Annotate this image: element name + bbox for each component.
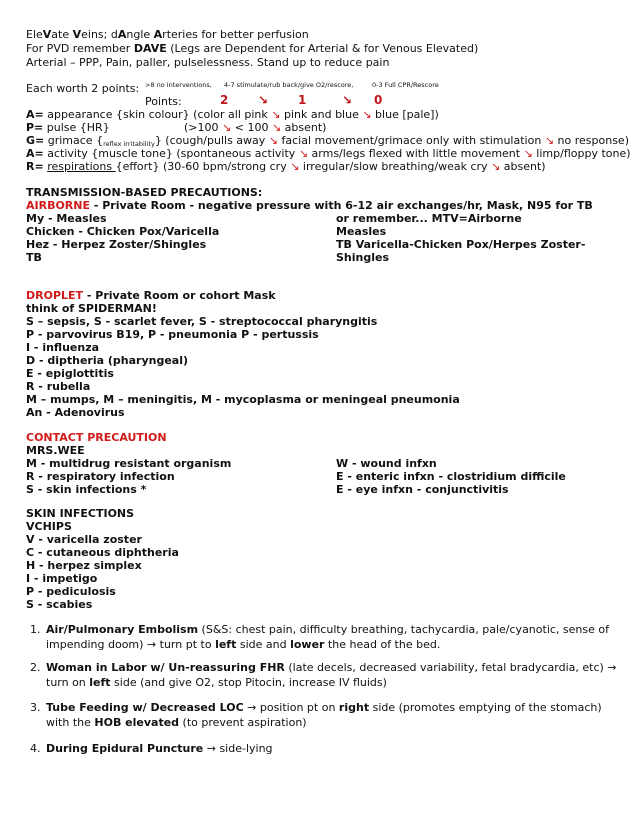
text-run: {effort} (30-60 bpm/strong cry: [115, 160, 291, 173]
droplet-item: An - Adenovirus: [26, 406, 125, 419]
airborne-left-4: TB: [26, 251, 42, 264]
arrow-icon: ↘: [290, 160, 300, 173]
apgar-pulse: [26, 121, 110, 134]
list-number: 1.: [30, 623, 41, 636]
text-run: V: [42, 28, 52, 41]
text-run: arms/legs flexed with little movement: [308, 147, 524, 160]
text-run: pink and blue: [280, 108, 363, 121]
airborne-left-1: My - Measles: [26, 212, 107, 225]
skin-item: VCHIPS: [26, 520, 72, 533]
skin-title: SKIN INFECTIONS: [26, 507, 135, 520]
contact-left-item: S - skin infections *: [26, 483, 147, 496]
position-text: [46, 741, 626, 756]
text-run: side and: [236, 638, 291, 651]
arrow-icon: ↘: [342, 93, 353, 107]
skin-item: H - herpez simplex: [26, 559, 142, 572]
text-run: ate: [51, 28, 73, 41]
apgar-activity: [26, 147, 631, 160]
text-run: no response): [554, 134, 629, 147]
text-run: (to prevent aspiration): [179, 716, 307, 729]
contact-left-item: M - multidrug resistant organism: [26, 457, 232, 470]
text-run: eins; d: [81, 28, 118, 41]
text-run: blue [pale]): [371, 108, 439, 121]
text-run: For PVD remember: [26, 42, 134, 55]
position-text: [46, 660, 626, 690]
text-run: ngle: [126, 28, 154, 41]
note-over-8: >8 no interventions,: [145, 81, 212, 89]
text-run: absent): [500, 160, 546, 173]
text-run: (>100: [184, 121, 223, 134]
note-4-7: 4-7 stimulate/rub back/give O2/rescore,: [224, 81, 354, 89]
arrow-icon: ↘: [271, 121, 282, 134]
text-run: V: [72, 28, 82, 41]
text-run: irregular/slow breathing/weak cry: [299, 160, 492, 173]
skin-item: S - scabies: [26, 598, 93, 611]
position-text: [46, 700, 626, 730]
text-run: A: [117, 28, 127, 41]
droplet-item: E - epiglottitis: [26, 367, 114, 380]
text-run: A=: [26, 108, 44, 121]
text-run: DAVE: [133, 42, 167, 55]
arrow-icon: ↘: [268, 134, 279, 147]
arrow-icon: ↘: [362, 108, 372, 121]
points-0: 0: [374, 93, 383, 107]
droplet-item: P - parvovirus B19, P - pneumonia P - pertussis: [26, 328, 319, 341]
text-run: < 100: [231, 121, 272, 134]
airborne-right-2: Measles: [336, 225, 387, 238]
points-label: Points:: [145, 95, 182, 108]
text-run: } (cough/pulls away: [154, 134, 269, 147]
skin-item: V - varicella zoster: [26, 533, 142, 546]
text-run: HOB elevated: [94, 716, 180, 729]
airborne-left-3: Hez - Herpez Zoster/Shingles: [26, 238, 207, 251]
text-run: AIRBORNE: [26, 199, 91, 212]
contact-title: CONTACT PRECAUTION: [26, 431, 167, 444]
text-run: → side-lying: [203, 742, 273, 755]
text-run: facial movement/grimace only with stimulation: [278, 134, 545, 147]
text-run: G=: [26, 134, 45, 147]
arrow-icon: ↘: [222, 121, 232, 134]
arrow-icon: ↘: [491, 160, 501, 173]
droplet-item: M – mumps, M – meningitis, M - mycoplasma or meningeal pneumonia: [26, 393, 460, 406]
droplet-item: I - influenza: [26, 341, 100, 354]
contact-right-item: E - eye infxn - conjunctivitis: [336, 483, 509, 496]
text-run: absent): [281, 121, 327, 134]
position-text: [46, 622, 626, 652]
text-run: P=: [26, 121, 44, 134]
skin-item: C - cutaneous diphtheria: [26, 546, 179, 559]
text-run: activity {muscle tone} (spontaneous activity: [43, 147, 299, 160]
droplet-item: D - diptheria (pharyngeal): [26, 354, 189, 367]
text-run: grimace {: [44, 134, 104, 147]
text-run: A: [153, 28, 163, 41]
text-run: Woman in Labor w/ Un-reassuring FHR: [46, 661, 285, 674]
elevate-veins-line: [26, 28, 309, 41]
list-number: 2.: [30, 661, 41, 674]
text-run: A=: [26, 147, 44, 160]
apgar-respirations: [26, 160, 546, 173]
text-run: Tube Feeding w/ Decreased LOC: [46, 701, 244, 714]
apgar-pulse-values: [184, 121, 326, 134]
text-run: (late decels, decreased variability, fetal bradycardia, etc) → turn on: [46, 661, 617, 689]
droplet-item: S – sepsis, S - scarlet fever, S - streptococcal pharyngitis: [26, 315, 378, 328]
text-run: respirations: [47, 160, 116, 173]
text-run: → position pt on: [243, 701, 339, 714]
text-run: - Private Room or cohort Mask: [83, 289, 276, 302]
pvd-dave-line: [26, 42, 478, 55]
airborne-line: [26, 199, 593, 212]
text-run: left: [215, 638, 237, 651]
droplet-item: think of SPIDERMAN!: [26, 302, 157, 315]
text-run: side (and give O2, stop Pitocin, increase IV fluids): [110, 676, 387, 689]
text-run: Ele: [26, 28, 43, 41]
text-run: rteries for better perfusion: [162, 28, 309, 41]
arrow-icon: ↘: [298, 147, 309, 160]
text-run: DROPLET: [26, 289, 84, 302]
text-run: (S&S: chest pain, difficulty breathing, tachycardia, pale/cyanotic, sense of impending doom) → turn pt to: [46, 623, 609, 651]
points-1: 1: [298, 93, 307, 107]
arrow-icon: ↘: [271, 108, 281, 121]
list-number: 3.: [30, 701, 41, 714]
airborne-right-1: or remember... MTV=Airborne: [336, 212, 522, 225]
apgar-appearance: [26, 108, 439, 121]
text-run: lower: [290, 638, 325, 651]
contact-mnemonic: MRS.WEE: [26, 444, 85, 457]
arterial-ppp-line: Arterial – PPP, Pain, paller, pulselessness. Stand up to reduce pain: [26, 56, 390, 69]
contact-right-item: E - enteric infxn - clostridium difficile: [336, 470, 566, 483]
text-run: Air/Pulmonary Embolism: [46, 623, 199, 636]
airborne-left-2: Chicken - Chicken Pox/Varicella: [26, 225, 220, 238]
skin-item: I - impetigo: [26, 572, 98, 585]
each-worth-line: [26, 82, 139, 95]
text-run: left: [89, 676, 111, 689]
text-run: - Private Room - negative pressure with 6-12 air exchanges/hr, Mask, N95 for TB: [90, 199, 593, 212]
airborne-right-4: Shingles: [336, 251, 390, 264]
contact-left-item: R - respiratory infection: [26, 470, 175, 483]
note-0-3: 0-3 Full CPR/Rescore: [372, 81, 439, 89]
text-run: pulse {HR}: [43, 121, 110, 134]
text-run: R=: [26, 160, 44, 173]
list-number: 4.: [30, 742, 41, 755]
droplet-item: R - rubella: [26, 380, 91, 393]
text-run: side (promotes emptying of the stomach) with the: [46, 701, 602, 729]
text-run: the head of the bed.: [324, 638, 441, 651]
text-run: (Legs are Dependent for Arterial & for Venous Elevated): [166, 42, 479, 55]
text-run: reflex irritability: [103, 140, 155, 148]
skin-item: P - pediculosis: [26, 585, 116, 598]
text-run: limp/floppy tone): [532, 147, 631, 160]
arrow-icon: ↘: [258, 93, 269, 107]
text-run: right: [338, 701, 370, 714]
airborne-right-3: TB Varicella-Chicken Pox/Herpes Zoster-: [336, 238, 586, 251]
text-run: During Epidural Puncture: [46, 742, 204, 755]
transmission-title: TRANSMISSION-BASED PRECAUTIONS:: [26, 186, 263, 199]
text-run: Each worth 2 points:: [26, 82, 140, 95]
text-run: appearance {skin colour} (color all pink: [43, 108, 272, 121]
arrow-icon: ↘: [523, 147, 533, 160]
droplet-line: [26, 289, 276, 302]
contact-right-item: W - wound infxn: [336, 457, 437, 470]
arrow-icon: ↘: [544, 134, 555, 147]
points-2: 2: [220, 93, 229, 107]
